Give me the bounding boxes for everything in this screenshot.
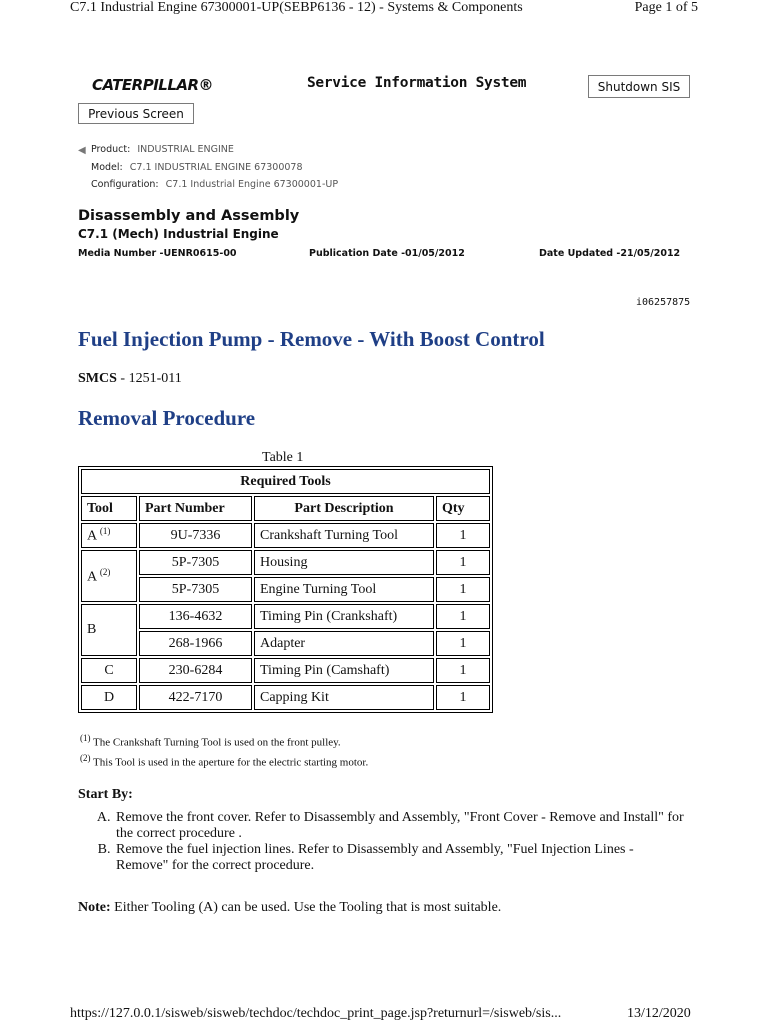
configuration-value: C7.1 Industrial Engine 67300001-UP: [165, 179, 339, 190]
cell-qty: 1: [436, 577, 490, 602]
footnote-mark: (2): [80, 753, 91, 763]
sis-title: Service Information System: [307, 75, 527, 91]
configuration-label: Configuration:: [91, 179, 159, 190]
model-label: Model:: [91, 162, 123, 173]
cell-part-number: 136-4632: [139, 604, 252, 629]
cell-part-description: Adapter: [254, 631, 434, 656]
print-header-title: C7.1 Industrial Engine 67300001-UP(SEBP6136 - 12) - Systems & Components: [70, 0, 523, 15]
product-line: [91, 144, 234, 155]
cell-qty: 1: [436, 658, 490, 683]
cell-qty: 1: [436, 550, 490, 575]
publication-date: Publication Date -01/05/2012: [309, 248, 465, 259]
print-page-number: Page 1 of 5: [634, 0, 698, 15]
cell-tool: B: [81, 604, 137, 656]
table-row: [81, 685, 490, 710]
cell-part-description: Housing: [254, 550, 434, 575]
footnote-text: This Tool is used in the aperture for the electric starting motor.: [90, 756, 369, 769]
print-footer-date: 13/12/2020: [627, 1006, 691, 1021]
footnote-mark: (2): [99, 566, 111, 577]
cell-qty: 1: [436, 604, 490, 629]
print-header: [70, 0, 710, 18]
table-title-row: [81, 469, 490, 494]
footnote-mark: (1): [99, 526, 111, 537]
footnote-2: [80, 753, 368, 769]
header-tool: Tool: [81, 496, 137, 521]
cell-part-description: Engine Turning Tool: [254, 577, 434, 602]
smcs-value: - 1251-011: [116, 371, 182, 386]
model-line: [91, 162, 303, 173]
header-part-number: Part Number: [139, 496, 252, 521]
section-heading: Removal Procedure: [78, 406, 256, 430]
note-text: Either Tooling (A) can be used. Use the Tooling that is most suitable.: [110, 900, 502, 915]
footnote-1: [80, 733, 341, 749]
cell-part-description: Timing Pin (Camshaft): [254, 658, 434, 683]
table-row: [81, 523, 490, 548]
tool-letter: A: [87, 528, 97, 544]
cell-tool: [81, 523, 137, 548]
cell-part-description: Timing Pin (Crankshaft): [254, 604, 434, 629]
step-item: B. Remove the fuel injection lines. Refer to Disassembly and Assembly, "Fuel Injection Lines - Remove" for the correct procedure.: [114, 842, 688, 874]
cell-tool: [81, 550, 137, 602]
configuration-line: [91, 179, 338, 190]
document-subtitle: C7.1 (Mech) Industrial Engine: [78, 227, 279, 241]
note: [78, 900, 501, 916]
header-part-description: Part Description: [254, 496, 434, 521]
caterpillar-logo: CATERPILLAR®: [92, 76, 214, 94]
product-value: INDUSTRIAL ENGINE: [137, 144, 234, 155]
table-title: Required Tools: [81, 469, 490, 494]
date-updated: Date Updated -21/05/2012: [539, 248, 681, 259]
media-number: Media Number -UENR0615-00: [78, 248, 237, 259]
required-tools-table: [78, 466, 493, 713]
cell-part-number: 5P-7305: [139, 577, 252, 602]
tool-letter: A: [87, 569, 97, 585]
start-by-label: Start By:: [78, 787, 133, 802]
footnote-mark: (1): [80, 733, 91, 743]
cell-tool: C: [81, 658, 137, 683]
smcs-code: [78, 371, 182, 387]
cell-part-number: 5P-7305: [139, 550, 252, 575]
product-label: Product:: [91, 144, 131, 155]
cell-part-number: 9U-7336: [139, 523, 252, 548]
table-caption: Table 1: [262, 450, 304, 465]
cell-part-number: 268-1966: [139, 631, 252, 656]
cell-qty: 1: [436, 523, 490, 548]
model-value: C7.1 INDUSTRIAL ENGINE 67300078: [129, 162, 303, 173]
page-heading: Fuel Injection Pump - Remove - With Boost Control: [78, 327, 545, 351]
table-row: [81, 550, 490, 575]
step-item: A. Remove the front cover. Refer to Disassembly and Assembly, "Front Cover - Remove and Install" for the correct procedure .: [114, 810, 688, 842]
table-row: [81, 658, 490, 683]
start-by-steps: [78, 810, 688, 874]
cell-part-description: Capping Kit: [254, 685, 434, 710]
cell-qty: 1: [436, 631, 490, 656]
table-row: [81, 631, 490, 656]
shutdown-sis-button[interactable]: Shutdown SIS: [588, 75, 690, 98]
table-header-row: [81, 496, 490, 521]
back-arrow-icon[interactable]: ◀: [78, 145, 86, 156]
table-row: [81, 604, 490, 629]
cell-part-number: 230-6284: [139, 658, 252, 683]
smcs-label: SMCS: [78, 371, 117, 386]
print-footer-url: https://127.0.0.1/sisweb/sisweb/techdoc/techdoc_print_page.jsp?returnurl=/sisweb/sis...: [70, 1006, 562, 1021]
note-label: Note:: [78, 900, 111, 915]
cell-tool: D: [81, 685, 137, 710]
footnote-text: The Crankshaft Turning Tool is used on the front pulley.: [90, 736, 341, 749]
table-row: [81, 577, 490, 602]
cell-part-description: Crankshaft Turning Tool: [254, 523, 434, 548]
document-title: Disassembly and Assembly: [78, 208, 300, 224]
cell-part-number: 422-7170: [139, 685, 252, 710]
reference-id: i06257875: [636, 297, 691, 308]
header-qty: Qty: [436, 496, 490, 521]
cell-qty: 1: [436, 685, 490, 710]
previous-screen-button[interactable]: Previous Screen: [78, 103, 194, 124]
